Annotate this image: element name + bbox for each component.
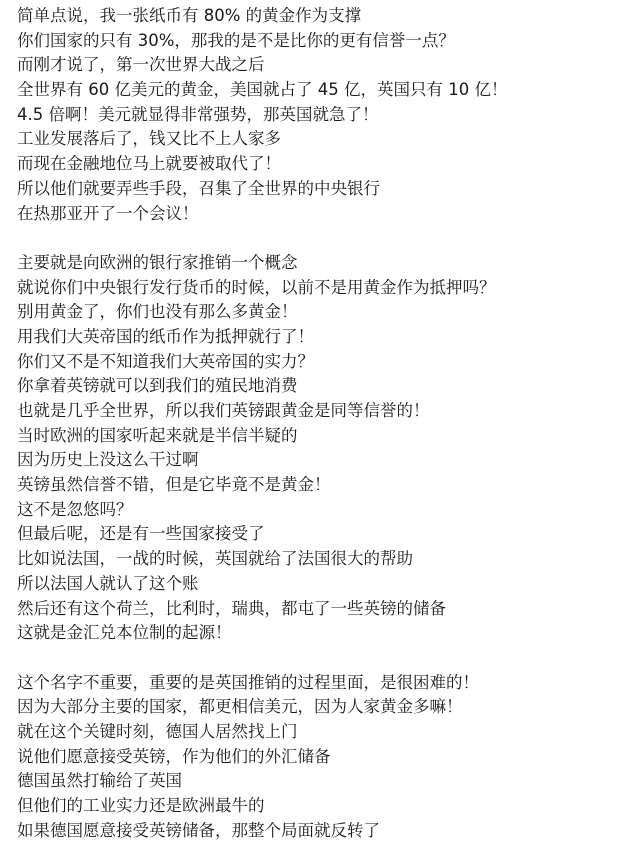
text-line: 说他们愿意接受英镑，作为他们的外汇储备 [17,746,331,766]
text-line: 全世界有 60 亿美元的黄金，美国就占了 45 亿，英国只有 10 亿！ [17,80,508,100]
text-line: 别用黄金了，你们也没有那么多黄金！ [17,302,298,322]
text-line: 这个名字不重要，重要的是英国推销的过程里面，是很困难的！ [17,672,479,692]
text-line: 如果德国愿意接受英镑储备，那整个局面就反转了 [17,820,380,840]
text-line: 你们又不是不知道我们大英帝国的实力？ [17,351,314,371]
text-line: 英镑虽然信誉不错，但是它毕竟不是黄金！ [17,475,331,495]
text-line: 4.5 倍啊！美元就显得非常强势，那英国就急了！ [17,104,379,124]
text-line: 所以法国人就认了这个账 [17,573,199,593]
paragraph-2 [17,251,627,646]
text-line: 简单点说，我一张纸币有 80% 的黄金作为支撑 [17,6,362,25]
paragraph-spacer [17,646,627,671]
text-line: 然后还有这个荷兰，比利时，瑞典，都屯了一些英镑的储备 [17,598,446,618]
document-text [17,0,627,843]
text-line: 而刚才说了，第一次世界大战之后 [17,55,265,75]
text-line: 当时欧洲的国家听起来就是半信半疑的 [17,425,298,445]
text-line: 在热那亚开了一个会议！ [17,203,199,223]
text-line: 就说你们中央银行发行货币的时候，以前不是用黄金作为抵押吗？ [17,277,496,297]
text-line: 因为历史上没这么干过啊 [17,450,199,470]
text-line: 比如说法国，一战的时候，英国就给了法国很大的帮助 [17,549,413,569]
text-line: 但他们的工业实力还是欧洲最牛的 [17,796,265,815]
text-line: 就在这个关键时刻，德国人居然找上门 [17,721,298,741]
text-line: 用我们大英帝国的纸币作为抵押就行了！ [17,326,314,346]
text-line: 所以他们就要弄些手段，召集了全世界的中央银行 [17,178,380,198]
text-line: 也就是几乎全世界，所以我们英镑跟黄金是同等信誉的！ [17,401,430,420]
text-line: 这不是忽悠吗？ [17,499,133,519]
text-line: 这就是金汇兑本位制的起源！ [17,623,232,643]
text-line: 工业发展落后了，钱又比不上人家多 [17,129,281,149]
text-line: 你拿着英镑就可以到我们的殖民地消费 [17,376,298,396]
text-line: 而现在金融地位马上就要被取代了！ [17,154,281,174]
text-line: 但最后呢，还是有一些国家接受了 [17,524,265,544]
paragraph-spacer [17,226,627,251]
text-line: 德国虽然打输给了英国 [17,771,182,791]
text-line: 因为大部分主要的国家，都更相信美元，因为人家黄金多嘛！ [17,697,463,717]
text-line: 你们国家的只有 30%，那我的是不是比你的更有信誉一点？ [17,30,455,50]
paragraph-1 [17,4,627,226]
paragraph-3 [17,671,627,844]
text-line: 主要就是向欧洲的银行家推销一个概念 [17,252,298,272]
